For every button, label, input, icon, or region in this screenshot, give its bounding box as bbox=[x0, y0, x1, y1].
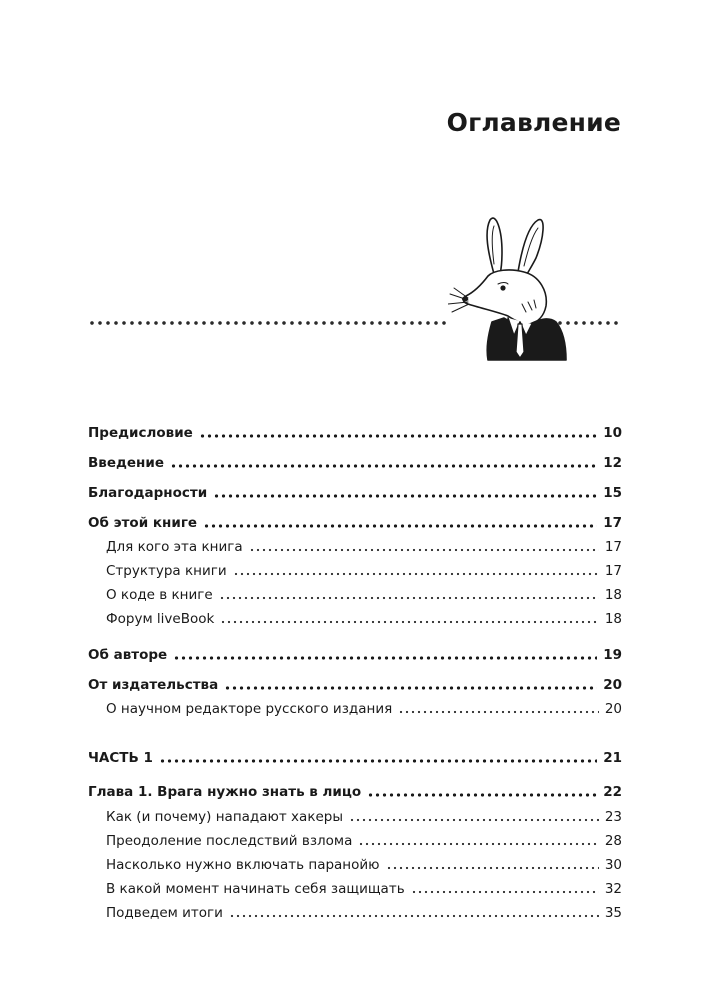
toc-page-number: 32 bbox=[604, 881, 622, 897]
toc-entry-label: Благодарности bbox=[88, 485, 208, 501]
toc-subentry[interactable] bbox=[106, 803, 622, 825]
toc-entry-label: От издательства bbox=[88, 677, 219, 693]
toc-entry-label: О научном редакторе русского издания bbox=[106, 701, 393, 717]
toc-entry-label: Подведем итоги bbox=[106, 905, 223, 921]
toc-entry-label: Об авторе bbox=[88, 647, 168, 663]
toc-dot-leader bbox=[173, 656, 597, 660]
toc-dot-leader bbox=[159, 759, 597, 763]
toc-entry[interactable] bbox=[88, 641, 622, 663]
rabbit-illustration bbox=[448, 212, 568, 362]
toc-entry-label: Насколько нужно включать паранойю bbox=[106, 857, 380, 873]
toc-entry-label: Как (и почему) нападают хакеры bbox=[106, 809, 344, 825]
toc-subentry[interactable] bbox=[106, 581, 622, 603]
toc-subentry[interactable] bbox=[106, 695, 622, 717]
toc-page-number: 12 bbox=[603, 455, 622, 471]
dotted-rule-left bbox=[88, 316, 450, 330]
toc-page-number: 17 bbox=[604, 539, 622, 555]
toc-page-number: 10 bbox=[603, 425, 622, 441]
toc-entry[interactable] bbox=[88, 671, 622, 693]
toc-page-number: 17 bbox=[603, 515, 622, 531]
toc-subentry[interactable] bbox=[106, 605, 622, 627]
toc-subentry[interactable] bbox=[106, 851, 622, 873]
toc-page-number: 18 bbox=[604, 611, 622, 627]
toc-dot-leader bbox=[411, 890, 599, 894]
toc-dot-leader bbox=[249, 548, 599, 552]
toc-dot-leader bbox=[229, 914, 599, 918]
toc-entry-label: Форум liveBook bbox=[106, 611, 215, 627]
toc-subentry[interactable] bbox=[106, 557, 622, 579]
toc-dot-leader bbox=[349, 818, 599, 822]
toc-page-number: 19 bbox=[603, 647, 622, 663]
toc-subentry[interactable] bbox=[106, 899, 622, 921]
toc-dot-leader bbox=[213, 494, 597, 498]
toc-page-number: 20 bbox=[603, 677, 622, 693]
toc-page-number: 17 bbox=[604, 563, 622, 579]
toc-dot-leader bbox=[386, 866, 599, 870]
toc-entry-label: Введение bbox=[88, 455, 164, 471]
toc-entry[interactable] bbox=[88, 449, 622, 471]
toc-subentry[interactable] bbox=[106, 827, 622, 849]
toc-page-number: 23 bbox=[604, 809, 622, 825]
toc-dot-leader bbox=[199, 434, 597, 438]
toc-entry-label: Предисловие bbox=[88, 425, 193, 441]
toc-entry-label: Для кого эта книга bbox=[106, 539, 243, 555]
toc-page-number: 20 bbox=[604, 701, 622, 717]
toc-entry-label: Структура книги bbox=[106, 563, 227, 579]
toc-entry-label: Об этой книге bbox=[88, 515, 198, 531]
toc-entry[interactable] bbox=[88, 419, 622, 441]
page-title: Оглавление bbox=[446, 108, 621, 137]
toc-dot-leader bbox=[358, 842, 598, 846]
toc-dot-leader bbox=[398, 710, 599, 714]
toc-entry-label: ЧАСТЬ 1 bbox=[88, 750, 153, 766]
toc-part-entry[interactable] bbox=[88, 744, 622, 766]
toc-entry[interactable] bbox=[88, 778, 622, 800]
toc-dot-leader bbox=[224, 686, 597, 690]
toc-page-number: 28 bbox=[604, 833, 622, 849]
toc-dot-leader bbox=[233, 572, 599, 576]
toc-dot-leader bbox=[220, 620, 599, 624]
toc-page-number: 21 bbox=[603, 750, 622, 766]
toc-page-number: 18 bbox=[604, 587, 622, 603]
toc-dot-leader bbox=[170, 464, 597, 468]
toc-dot-leader bbox=[203, 524, 597, 528]
toc-subentry[interactable] bbox=[106, 533, 622, 555]
toc-entry-label: В какой момент начинать себя защищать bbox=[106, 881, 405, 897]
toc-entry-label: Преодоление последствий взлома bbox=[106, 833, 353, 849]
toc-entry-label: О коде в книге bbox=[106, 587, 213, 603]
toc-subentry[interactable] bbox=[106, 875, 622, 897]
toc-page-number: 35 bbox=[604, 905, 622, 921]
toc-dot-leader bbox=[367, 793, 597, 797]
toc-entry[interactable] bbox=[88, 479, 622, 501]
toc-entry[interactable] bbox=[88, 509, 622, 531]
toc-entry-label: Глава 1. Врага нужно знать в лицо bbox=[88, 784, 362, 800]
toc-page-number: 22 bbox=[603, 784, 622, 800]
toc-dot-leader bbox=[219, 596, 599, 600]
toc-page-number: 15 bbox=[603, 485, 622, 501]
toc-page-number: 30 bbox=[604, 857, 622, 873]
